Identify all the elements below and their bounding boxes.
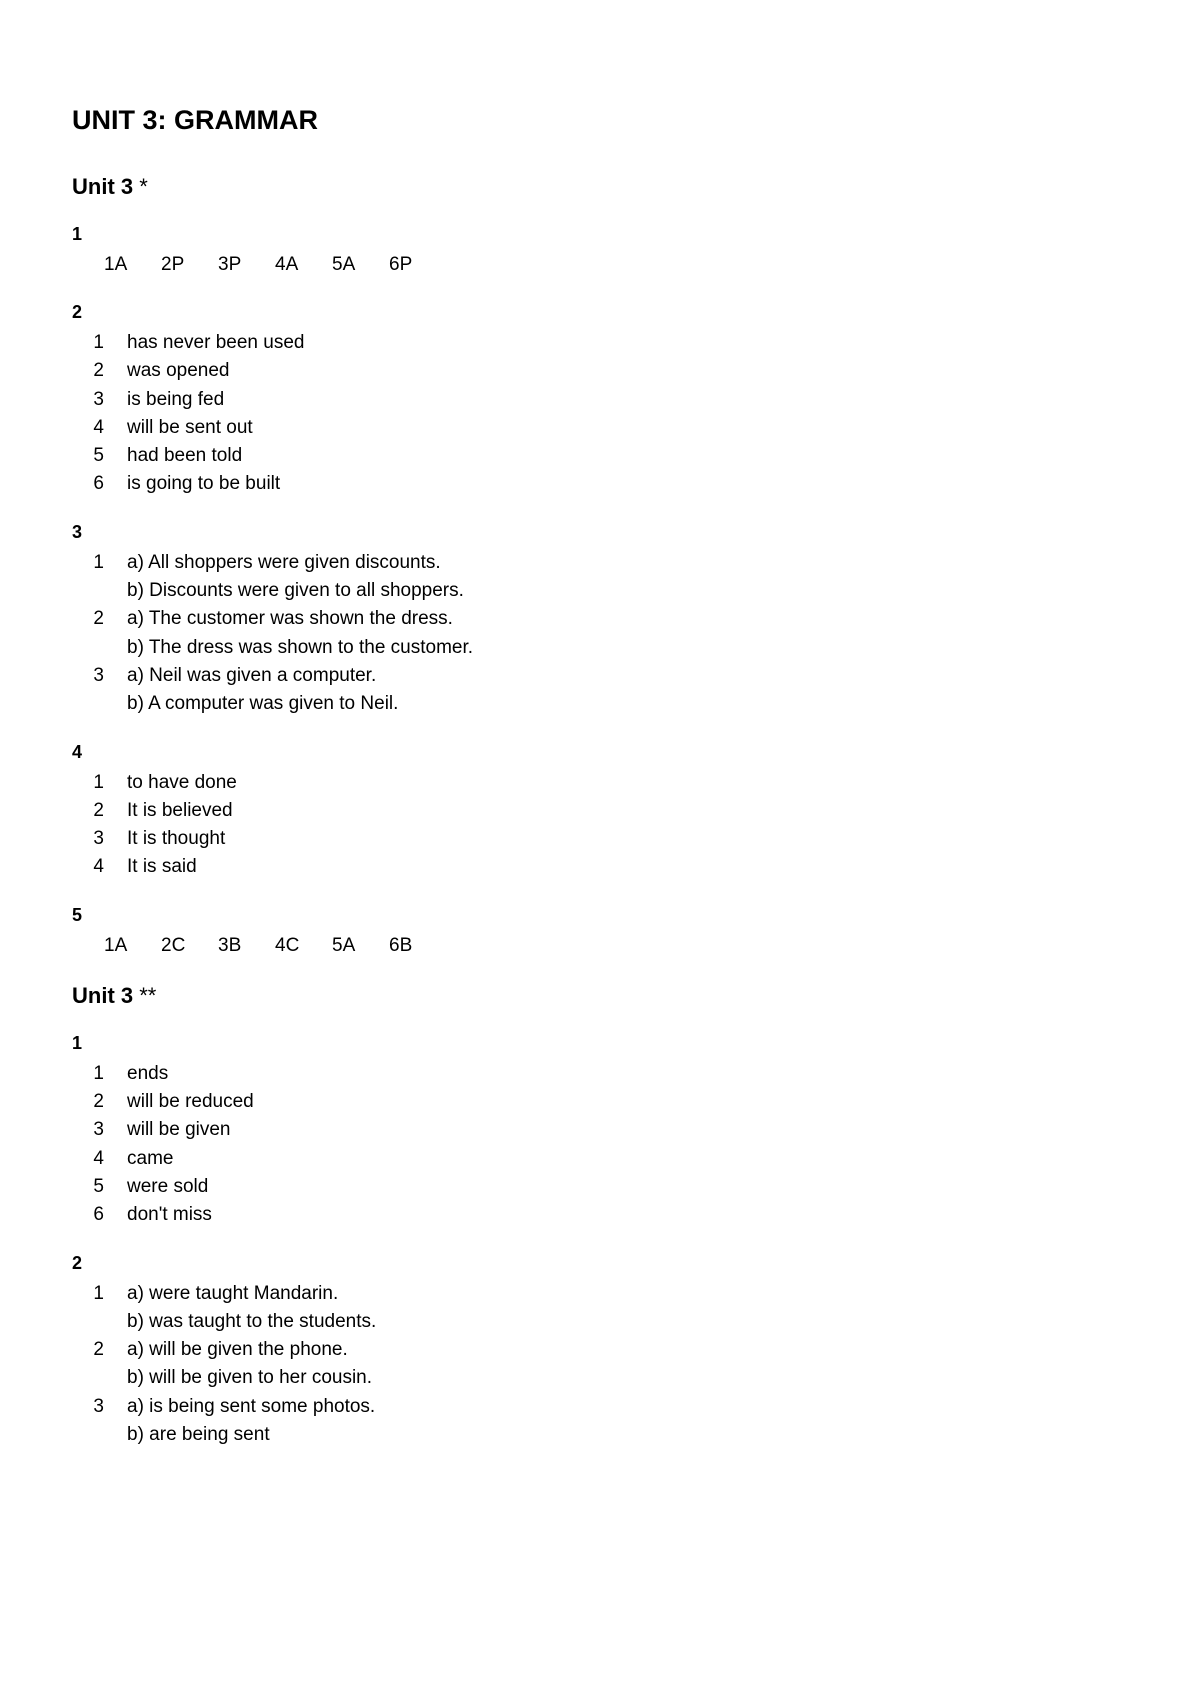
list-item xyxy=(72,549,1128,577)
item-answer-a: a) All shoppers were given discounts. xyxy=(127,551,441,573)
exercise-number: 4 xyxy=(72,741,83,762)
item-answer-b: b) was taught to the students. xyxy=(127,1310,377,1332)
list-item xyxy=(72,1173,1128,1201)
exercise-answers xyxy=(72,221,1128,279)
item-number: 2 xyxy=(93,799,104,821)
answer-key: 2C xyxy=(161,934,186,956)
item-answer-b: b) Discounts were given to all shoppers. xyxy=(127,580,464,602)
unit-difficulty-stars: ** xyxy=(139,982,157,1008)
answer-key: 3P xyxy=(218,254,242,275)
document-title: UNIT 3: GRAMMAR xyxy=(72,105,318,135)
list-item xyxy=(72,414,1128,442)
item-answer: will be sent out xyxy=(127,416,253,438)
item-answer: will be reduced xyxy=(127,1091,254,1113)
list-item xyxy=(72,1336,1128,1364)
item-answer: It is said xyxy=(127,856,197,878)
item-answer: It is thought xyxy=(127,828,226,850)
item-number: 3 xyxy=(93,388,104,410)
item-answer-b: b) The dress was shown to the customer. xyxy=(127,636,474,658)
list-item xyxy=(72,1280,1128,1308)
item-number: 5 xyxy=(93,1175,104,1197)
inline-answer-row xyxy=(72,251,1128,279)
item-answer: is being fed xyxy=(127,388,225,410)
item-answer: It is believed xyxy=(127,799,233,821)
document-page xyxy=(72,100,1128,1469)
item-number: 4 xyxy=(93,856,104,878)
item-number: 4 xyxy=(93,416,104,438)
unit-section xyxy=(72,171,1128,960)
unit-heading xyxy=(72,980,1128,1012)
item-number: 1 xyxy=(93,551,104,573)
exercise-answers xyxy=(72,299,1128,499)
list-item xyxy=(72,769,1128,797)
item-number: 2 xyxy=(93,1339,104,1361)
item-number: 6 xyxy=(93,473,104,495)
item-answer-b: b) A computer was given to Neil. xyxy=(127,693,399,715)
item-number: 4 xyxy=(93,1147,104,1169)
item-answer: will be given xyxy=(127,1119,231,1141)
item-number: 2 xyxy=(93,1091,104,1113)
exercise-number: 5 xyxy=(72,904,83,925)
list-item xyxy=(72,442,1128,470)
item-number: 1 xyxy=(93,1062,104,1084)
item-answer: were sold xyxy=(127,1175,209,1197)
unit-heading-text: Unit 3 xyxy=(72,174,134,199)
item-number: 3 xyxy=(93,1395,104,1417)
answer-key: 2P xyxy=(161,254,185,275)
exercise-number: 2 xyxy=(72,302,83,322)
item-answer: to have done xyxy=(127,771,237,793)
item-number: 5 xyxy=(93,445,104,467)
item-answer-b: b) are being sent xyxy=(127,1424,270,1446)
answer-list xyxy=(72,1060,1128,1230)
inline-answer-row xyxy=(72,932,1128,960)
item-answer: has never been used xyxy=(127,332,305,353)
list-item xyxy=(72,1201,1128,1229)
item-answer-a: a) were taught Mandarin. xyxy=(127,1282,339,1304)
answer-key: 3B xyxy=(218,934,242,956)
list-item xyxy=(72,386,1128,414)
answer-list xyxy=(72,329,1128,499)
item-answer: don't miss xyxy=(127,1204,212,1226)
answer-key: 4A xyxy=(275,254,299,275)
item-answer: came xyxy=(127,1147,174,1169)
list-item xyxy=(72,825,1128,853)
answer-key: 5A xyxy=(332,254,356,275)
item-answer-a: a) Neil was given a computer. xyxy=(127,664,377,686)
exercise-answers xyxy=(72,1250,1128,1450)
exercise-answers xyxy=(72,902,1128,960)
item-number: 2 xyxy=(93,608,104,630)
exercise-answers xyxy=(72,739,1128,882)
item-number: 1 xyxy=(93,332,104,353)
answer-pair-list xyxy=(72,549,1128,719)
answer-key: 4C xyxy=(275,934,300,956)
item-number: 2 xyxy=(93,360,104,382)
answer-list xyxy=(72,769,1128,882)
answer-key: 6B xyxy=(389,934,413,956)
list-item xyxy=(72,1116,1128,1144)
item-number: 6 xyxy=(93,1204,104,1226)
exercise-number: 1 xyxy=(72,224,83,244)
list-item xyxy=(72,1393,1128,1421)
item-number: 1 xyxy=(93,1282,104,1304)
unit-heading-text: Unit 3 xyxy=(72,982,134,1008)
answer-key: 1A xyxy=(104,934,128,956)
units-container xyxy=(72,171,1128,1449)
item-answer: was opened xyxy=(127,360,230,382)
item-number: 1 xyxy=(93,771,104,793)
list-item xyxy=(72,1060,1128,1088)
list-item xyxy=(72,329,1128,357)
item-number: 3 xyxy=(93,664,104,686)
unit-section xyxy=(72,980,1128,1450)
exercise-number: 3 xyxy=(72,521,83,542)
item-answer: ends xyxy=(127,1062,169,1084)
exercise-answers xyxy=(72,519,1128,719)
unit-heading xyxy=(72,171,1128,203)
exercise-number: 2 xyxy=(72,1252,83,1273)
item-number: 3 xyxy=(93,828,104,850)
list-item xyxy=(72,1088,1128,1116)
list-item xyxy=(72,357,1128,385)
item-answer: is going to be built xyxy=(127,473,281,495)
list-item xyxy=(72,1145,1128,1173)
item-answer: had been told xyxy=(127,445,243,467)
answer-key: 5A xyxy=(332,934,356,956)
item-answer-a: a) is being sent some photos. xyxy=(127,1395,376,1417)
item-answer-b: b) will be given to her cousin. xyxy=(127,1367,373,1389)
item-answer-a: a) will be given the phone. xyxy=(127,1339,348,1361)
answer-key: 6P xyxy=(389,254,413,275)
list-item xyxy=(72,605,1128,633)
list-item xyxy=(72,470,1128,498)
list-item xyxy=(72,853,1128,881)
item-answer-a: a) The customer was shown the dress. xyxy=(127,608,453,630)
item-number: 3 xyxy=(93,1119,104,1141)
exercise-answers xyxy=(72,1030,1128,1230)
answer-key: 1A xyxy=(104,254,128,275)
answer-pair-list xyxy=(72,1280,1128,1450)
exercise-number: 1 xyxy=(72,1032,83,1053)
unit-difficulty-stars: * xyxy=(139,174,148,199)
list-item xyxy=(72,797,1128,825)
list-item xyxy=(72,662,1128,690)
